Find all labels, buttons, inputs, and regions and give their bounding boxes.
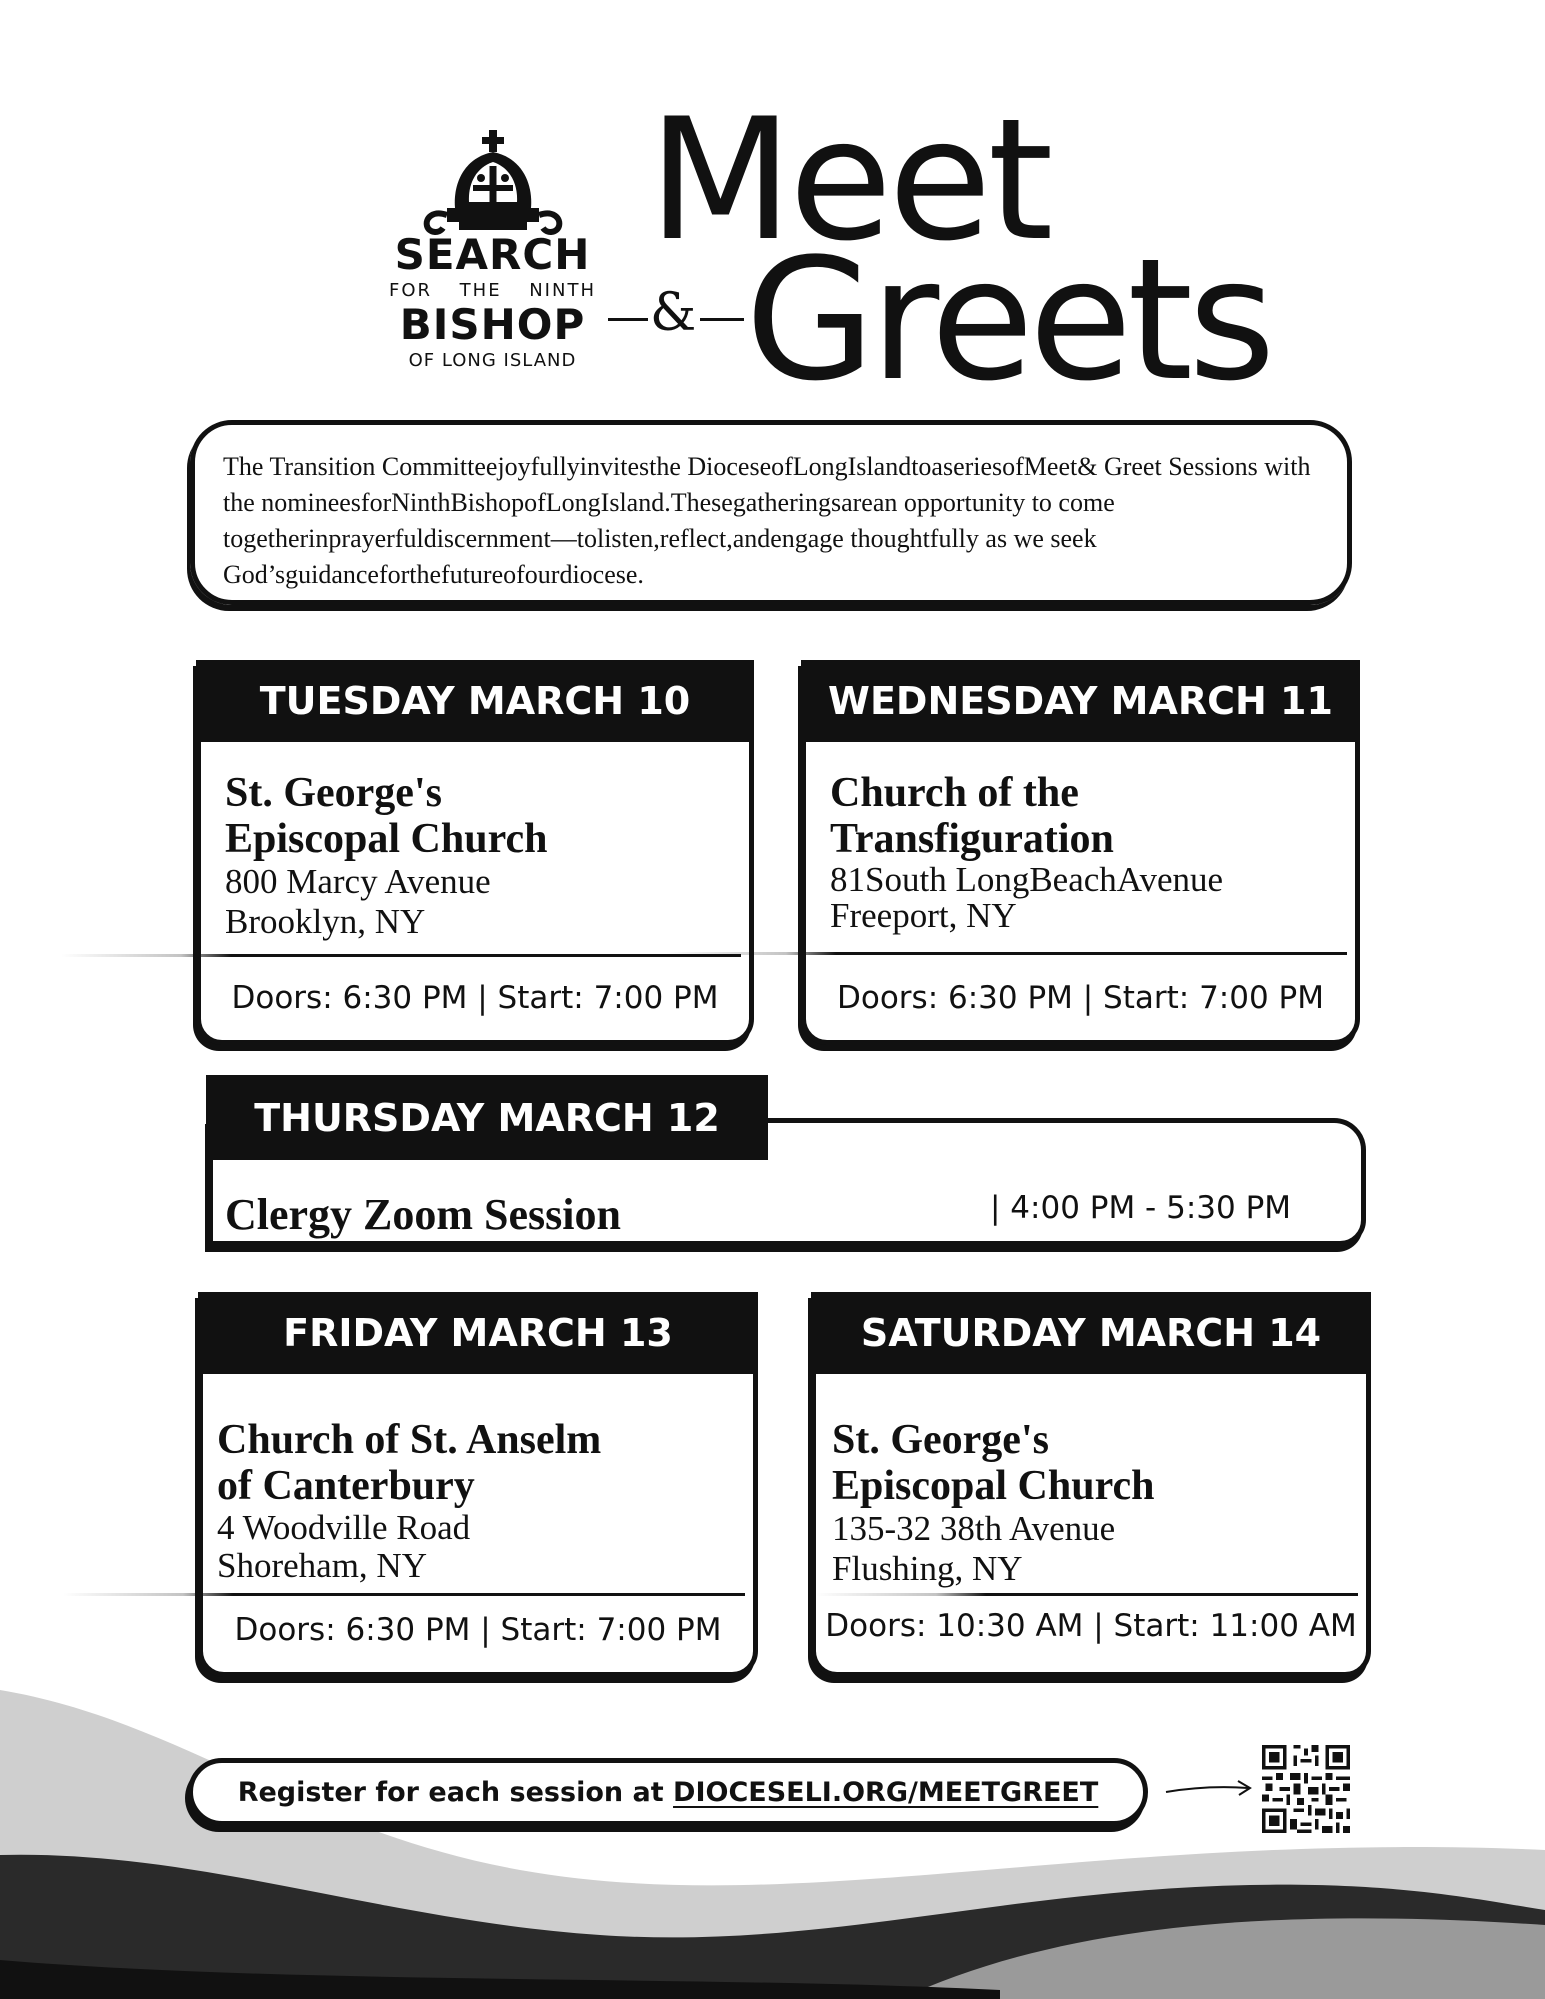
event-card-friday <box>198 1292 758 1677</box>
event-venue-line1: St. George's <box>832 1417 1049 1463</box>
ampersand-rule-right <box>700 318 744 321</box>
event-venue-line1: Church of St. Anselm <box>217 1417 602 1463</box>
event-card-wednesday <box>801 660 1360 1045</box>
event-details <box>830 770 1345 934</box>
logo-word-for: FOR <box>389 280 433 301</box>
event-time: Doors: 6:30 PM | Start: 7:00 PM <box>837 980 1324 1016</box>
event-address-line2: Shoreham, NY <box>217 1546 427 1585</box>
event-card-tuesday <box>196 660 754 1045</box>
logo-for-the-ninth <box>389 280 596 302</box>
event-address-line1: 800 Marcy Avenue <box>225 862 491 901</box>
register-link[interactable]: DIOCESELI.ORG/MEETGREET <box>673 1776 1099 1808</box>
event-address-line2: Brooklyn, NY <box>225 902 426 941</box>
event-venue-line2: Episcopal Church <box>225 816 548 862</box>
event-divider <box>666 952 1347 955</box>
thursday-venue: Clergy Zoom Session <box>225 1190 621 1239</box>
event-venue-line2: of Canterbury <box>217 1463 475 1509</box>
event-address-line1: 135-32 38th Avenue <box>832 1509 1116 1548</box>
register-banner <box>188 1758 1148 1826</box>
event-divider <box>61 954 741 957</box>
event-address-line2: Freeport, NY <box>830 896 1017 935</box>
event-day-header: FRIDAY MARCH 13 <box>198 1292 758 1374</box>
event-address-line1: 4 Woodville Road <box>217 1508 471 1547</box>
logo-bishop-text: BISHOP <box>399 300 586 349</box>
ampersand-rule-left <box>608 318 648 321</box>
event-day-header: WEDNESDAY MARCH 11 <box>801 660 1360 742</box>
event-time: Doors: 6:30 PM | Start: 7:00 PM <box>234 1612 722 1648</box>
event-day-header: SATURDAY MARCH 14 <box>811 1292 1371 1374</box>
event-details <box>225 770 739 942</box>
event-venue-line1: St. George's <box>225 770 442 816</box>
logo-word-ninth: NINTH <box>529 280 596 301</box>
mitre-icon <box>423 130 563 235</box>
event-divider <box>63 1593 745 1596</box>
title-greets: Greets <box>745 222 1271 418</box>
intro-box <box>190 420 1352 605</box>
logo-search-text: SEARCH <box>394 230 591 279</box>
register-prefix: Register for each session at <box>237 1776 674 1808</box>
title-ampersand: & <box>650 283 697 343</box>
intro-text: The Transition Committeejoyfullyinvitesthe DioceseofLongIslandtoaseriesofMeet& Greet Sessions with the nomineesforNinthBishopofLongIsland.Thesegatheringsarean opportunity to come togetherinprayerfuldiscernment—tolisten,reflect,andengage thoughtfully as we seek God’sguidanceforthefutureofourdiocese. <box>223 452 1311 589</box>
logo-of-long-island: OF LONG ISLAND <box>408 350 577 371</box>
event-divider <box>816 1593 1358 1596</box>
event-address-line1: 81South LongBeachAvenue <box>830 860 1224 899</box>
event-address-line2: Flushing, NY <box>832 1549 1023 1588</box>
arrow-right-icon <box>1160 1770 1260 1810</box>
event-card-saturday <box>811 1292 1371 1677</box>
event-day-header: TUESDAY MARCH 10 <box>196 660 754 742</box>
event-venue-line2: Episcopal Church <box>832 1463 1155 1509</box>
thursday-time: | 4:00 PM - 5:30 PM <box>990 1190 1292 1226</box>
qr-code-icon[interactable] <box>1262 1745 1350 1833</box>
logo-word-the: THE <box>459 280 502 301</box>
event-details <box>832 1417 1356 1589</box>
search-logo <box>385 130 600 370</box>
event-venue-line2: Transfiguration <box>830 816 1114 862</box>
event-time: Doors: 6:30 PM | Start: 7:00 PM <box>231 980 719 1016</box>
title-meet: Meet <box>648 82 1050 278</box>
event-details <box>217 1417 743 1585</box>
event-venue-line1: Church of the <box>830 770 1079 816</box>
event-time: Doors: 10:30 AM | Start: 11:00 AM <box>825 1608 1357 1644</box>
thursday-day-header: THURSDAY MARCH 12 <box>206 1075 768 1160</box>
